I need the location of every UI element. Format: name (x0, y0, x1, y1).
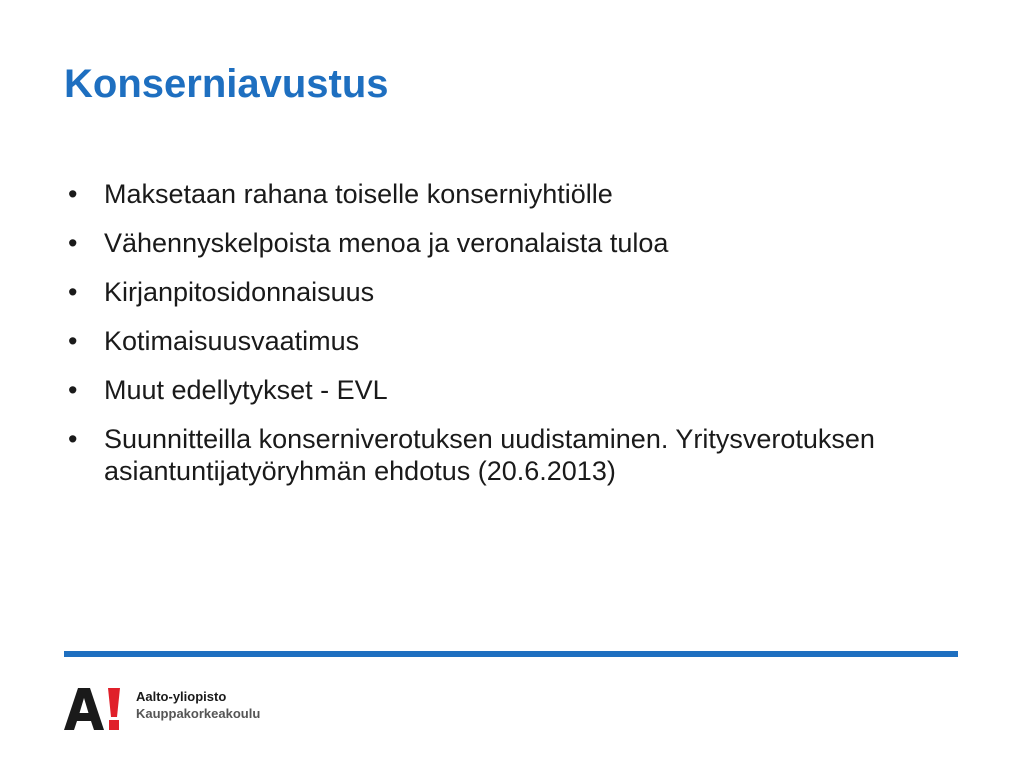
bullet-item (64, 276, 964, 308)
bullet-item (64, 325, 964, 357)
aalto-logo-icon (64, 686, 122, 730)
logo-text (136, 688, 260, 722)
bullet-item (64, 227, 964, 259)
bullet-dot-icon: • (68, 375, 78, 405)
bullet-text: Vähennyskelpoista menoa ja veronalaista tuloa (104, 228, 669, 258)
logo-exclaim-dot (109, 720, 119, 730)
bullet-dot-icon: • (68, 326, 78, 356)
bullet-text: Kotimaisuusvaatimus (104, 326, 360, 356)
bullet-text: Maksetaan rahana toiselle konserniyhtiölle (104, 179, 613, 209)
bullet-item (64, 423, 964, 487)
logo-exclaim-bar (108, 688, 120, 717)
bullet-item (64, 178, 964, 210)
logo-school-name: Kauppakorkeakoulu (136, 706, 261, 721)
logo-university-name: Aalto-yliopisto (136, 689, 227, 704)
slide-title: Konserniavustus (64, 62, 389, 106)
bullet-item (64, 374, 964, 406)
aalto-logo (64, 686, 260, 730)
bullet-dot-icon: • (68, 277, 78, 307)
bullet-dot-icon: • (68, 228, 78, 258)
bullet-text: Muut edellytykset - EVL (104, 375, 388, 405)
bullet-dot-icon: • (68, 424, 78, 454)
bullet-list (64, 178, 964, 504)
footer-divider (64, 651, 958, 657)
bullet-text: Suunnitteilla konserniverotuksen uudistaminen. Yritysverotuksen asiantuntijatyöryhmän ehdotus (20.6.2013) (104, 424, 875, 486)
bullet-text: Kirjanpitosidonnaisuus (104, 277, 375, 307)
bullet-dot-icon: • (68, 179, 78, 209)
